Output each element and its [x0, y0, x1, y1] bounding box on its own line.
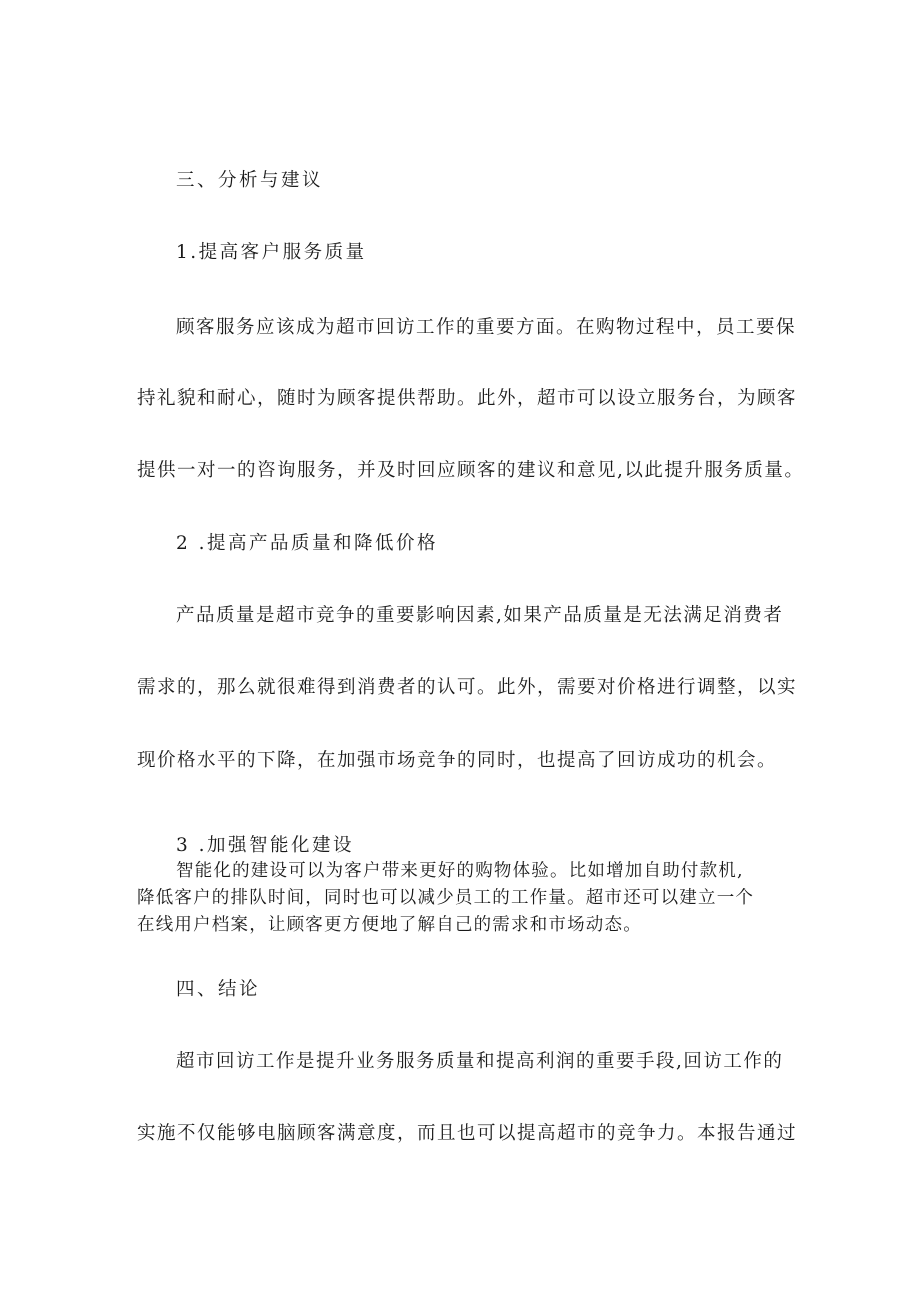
section-4-title: 四、结论	[176, 979, 261, 1000]
section-3-title: 三、分析与建议	[176, 170, 324, 191]
paragraph-line: 超市回访工作是提升业务服务质量和提高利润的重要手段,回访工作的	[176, 1051, 784, 1072]
paragraph-line: 需求的，那么就很难得到消费者的认可。此外，需要对价格进行调整，以实	[137, 677, 798, 698]
paragraph-line: 在线用户档案，让顾客更方便地了解自己的需求和市场动态。	[137, 915, 642, 935]
paragraph-line: 持礼貌和耐心，随时为顾客提供帮助。此外，超市可以设立服务台，为顾客	[137, 388, 798, 409]
paragraph-line: 产品质量是超市竞争的重要影响因素,如果产品质量是无法满足消费者	[176, 605, 784, 626]
paragraph-line: 降低客户的排队时间，同时也可以减少员工的工作量。超市还可以建立一个	[137, 888, 755, 908]
item-1-heading: 1.提高客户服务质量	[176, 242, 367, 263]
item-2-heading: 2 .提高产品质量和降低价格	[176, 533, 439, 554]
paragraph-line: 现价格水平的下降，在加强市场竞争的同时，也提高了回访成功的机会。	[137, 750, 778, 771]
paragraph-line: 顾客服务应该成为超市回访工作的重要方面。在购物过程中，员工要保	[176, 317, 797, 338]
paragraph-line: 实施不仅能够电脑顾客满意度，而且也可以提高超市的竞争力。本报告通过	[137, 1123, 798, 1144]
paragraph-line: 智能化的建设可以为客户带来更好的购物体验。比如增加自助付款机,	[176, 861, 744, 881]
item-3-heading: 3 .加强智能化建设	[176, 835, 355, 856]
paragraph-line: 提供一对一的咨询服务，并及时回应顾客的建议和意见,以此提升服务质量。	[137, 460, 805, 481]
